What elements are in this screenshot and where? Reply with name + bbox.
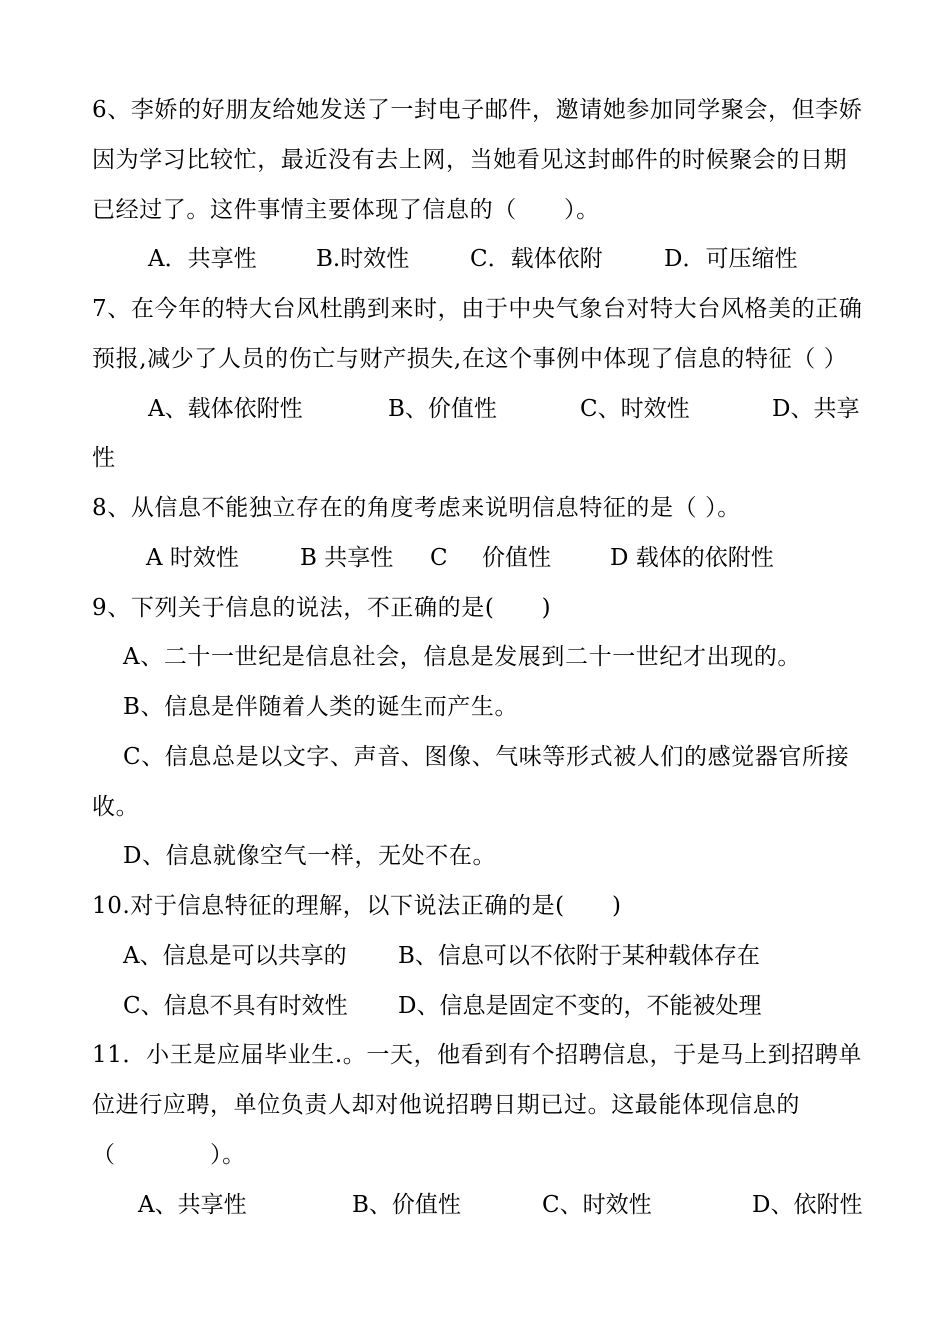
q8-option-c-letter: C — [430, 545, 448, 571]
q10-option-c: C、信息不具有时效性 — [123, 993, 348, 1019]
q6-option-a: A．共享性 — [148, 246, 257, 272]
q8-line-1: 8、从信息不能独立存在的角度考虑来说明信息特征的是（ ）。 — [92, 495, 741, 521]
q8-option-c-text: 价值性 — [482, 545, 551, 571]
q8-option-a: A 时效性 — [146, 545, 239, 571]
q6-option-b: B.时效性 — [316, 246, 410, 272]
q11-line-1: 11．小王是应届毕业生.。一天，他看到有个招聘信息，于是马上到招聘单 — [92, 1042, 862, 1068]
q9-option-c: C、信息总是以文字、声音、图像、气味等形式被人们的感觉器官所接 — [123, 744, 850, 770]
q9-option-b: B、信息是伴随着人类的诞生而产生。 — [123, 694, 519, 720]
q9-option-d: D、信息就像空气一样，无处不在。 — [123, 843, 497, 869]
q9-option-a: A、二十一世纪是信息社会，信息是发展到二十一世纪才出现的。 — [123, 644, 802, 670]
q6-line-1: 6、李娇的好朋友给她发送了一封电子邮件，邀请她参加同学聚会，但李娇 — [92, 97, 863, 123]
q6-option-d: D．可压缩性 — [664, 246, 798, 272]
q11-option-d: D、依附性 — [752, 1192, 863, 1218]
q10-line-1: 10.对于信息特征的理解，以下说法正确的是( ) — [92, 893, 622, 919]
q7-option-b: B、价值性 — [388, 396, 497, 422]
q11-line-3: （ ）。 — [92, 1142, 246, 1168]
q7-option-c: C、时效性 — [580, 396, 690, 422]
q8-option-b: B 共享性 — [300, 545, 394, 571]
q7-option-d: D、共享 — [772, 396, 860, 422]
q11-option-a: A、共享性 — [138, 1192, 247, 1218]
q7-option-d-wrap: 性 — [92, 445, 116, 471]
q10-option-d: D、信息是固定不变的，不能被处理 — [398, 993, 762, 1019]
q8-option-d: D 载体的依附性 — [610, 545, 774, 571]
q7-line-1: 7、在今年的特大台风杜鹃到来时，由于中央气象台对特大台风格美的正确 — [92, 296, 863, 322]
q11-option-b: B、价值性 — [352, 1192, 461, 1218]
q9-option-c-wrap: 收。 — [92, 794, 140, 820]
q6-line-2: 因为学习比较忙，最近没有去上网，当她看见这封邮件的时候聚会的日期 — [92, 147, 848, 173]
q9-line-1: 9、下列关于信息的说法，不正确的是( ) — [92, 595, 552, 621]
q6-line-3: 已经过了。这件事情主要体现了信息的（ ）。 — [92, 197, 600, 223]
q11-line-2: 位进行应聘，单位负责人却对他说招聘日期已过。这最能体现信息的 — [92, 1092, 800, 1118]
q7-option-a: A、载体依附性 — [148, 396, 303, 422]
q11-option-c: C、时效性 — [542, 1192, 652, 1218]
q10-option-a: A、信息是可以共享的 — [123, 943, 347, 969]
q7-line-2: 预报,减少了人员的伤亡与财产损失,在这个事例中体现了信息的特征（ ） — [92, 346, 848, 372]
q6-option-c: C．载体依附 — [470, 246, 603, 272]
q10-option-b: B、信息可以不依附于某种载体存在 — [398, 943, 760, 969]
